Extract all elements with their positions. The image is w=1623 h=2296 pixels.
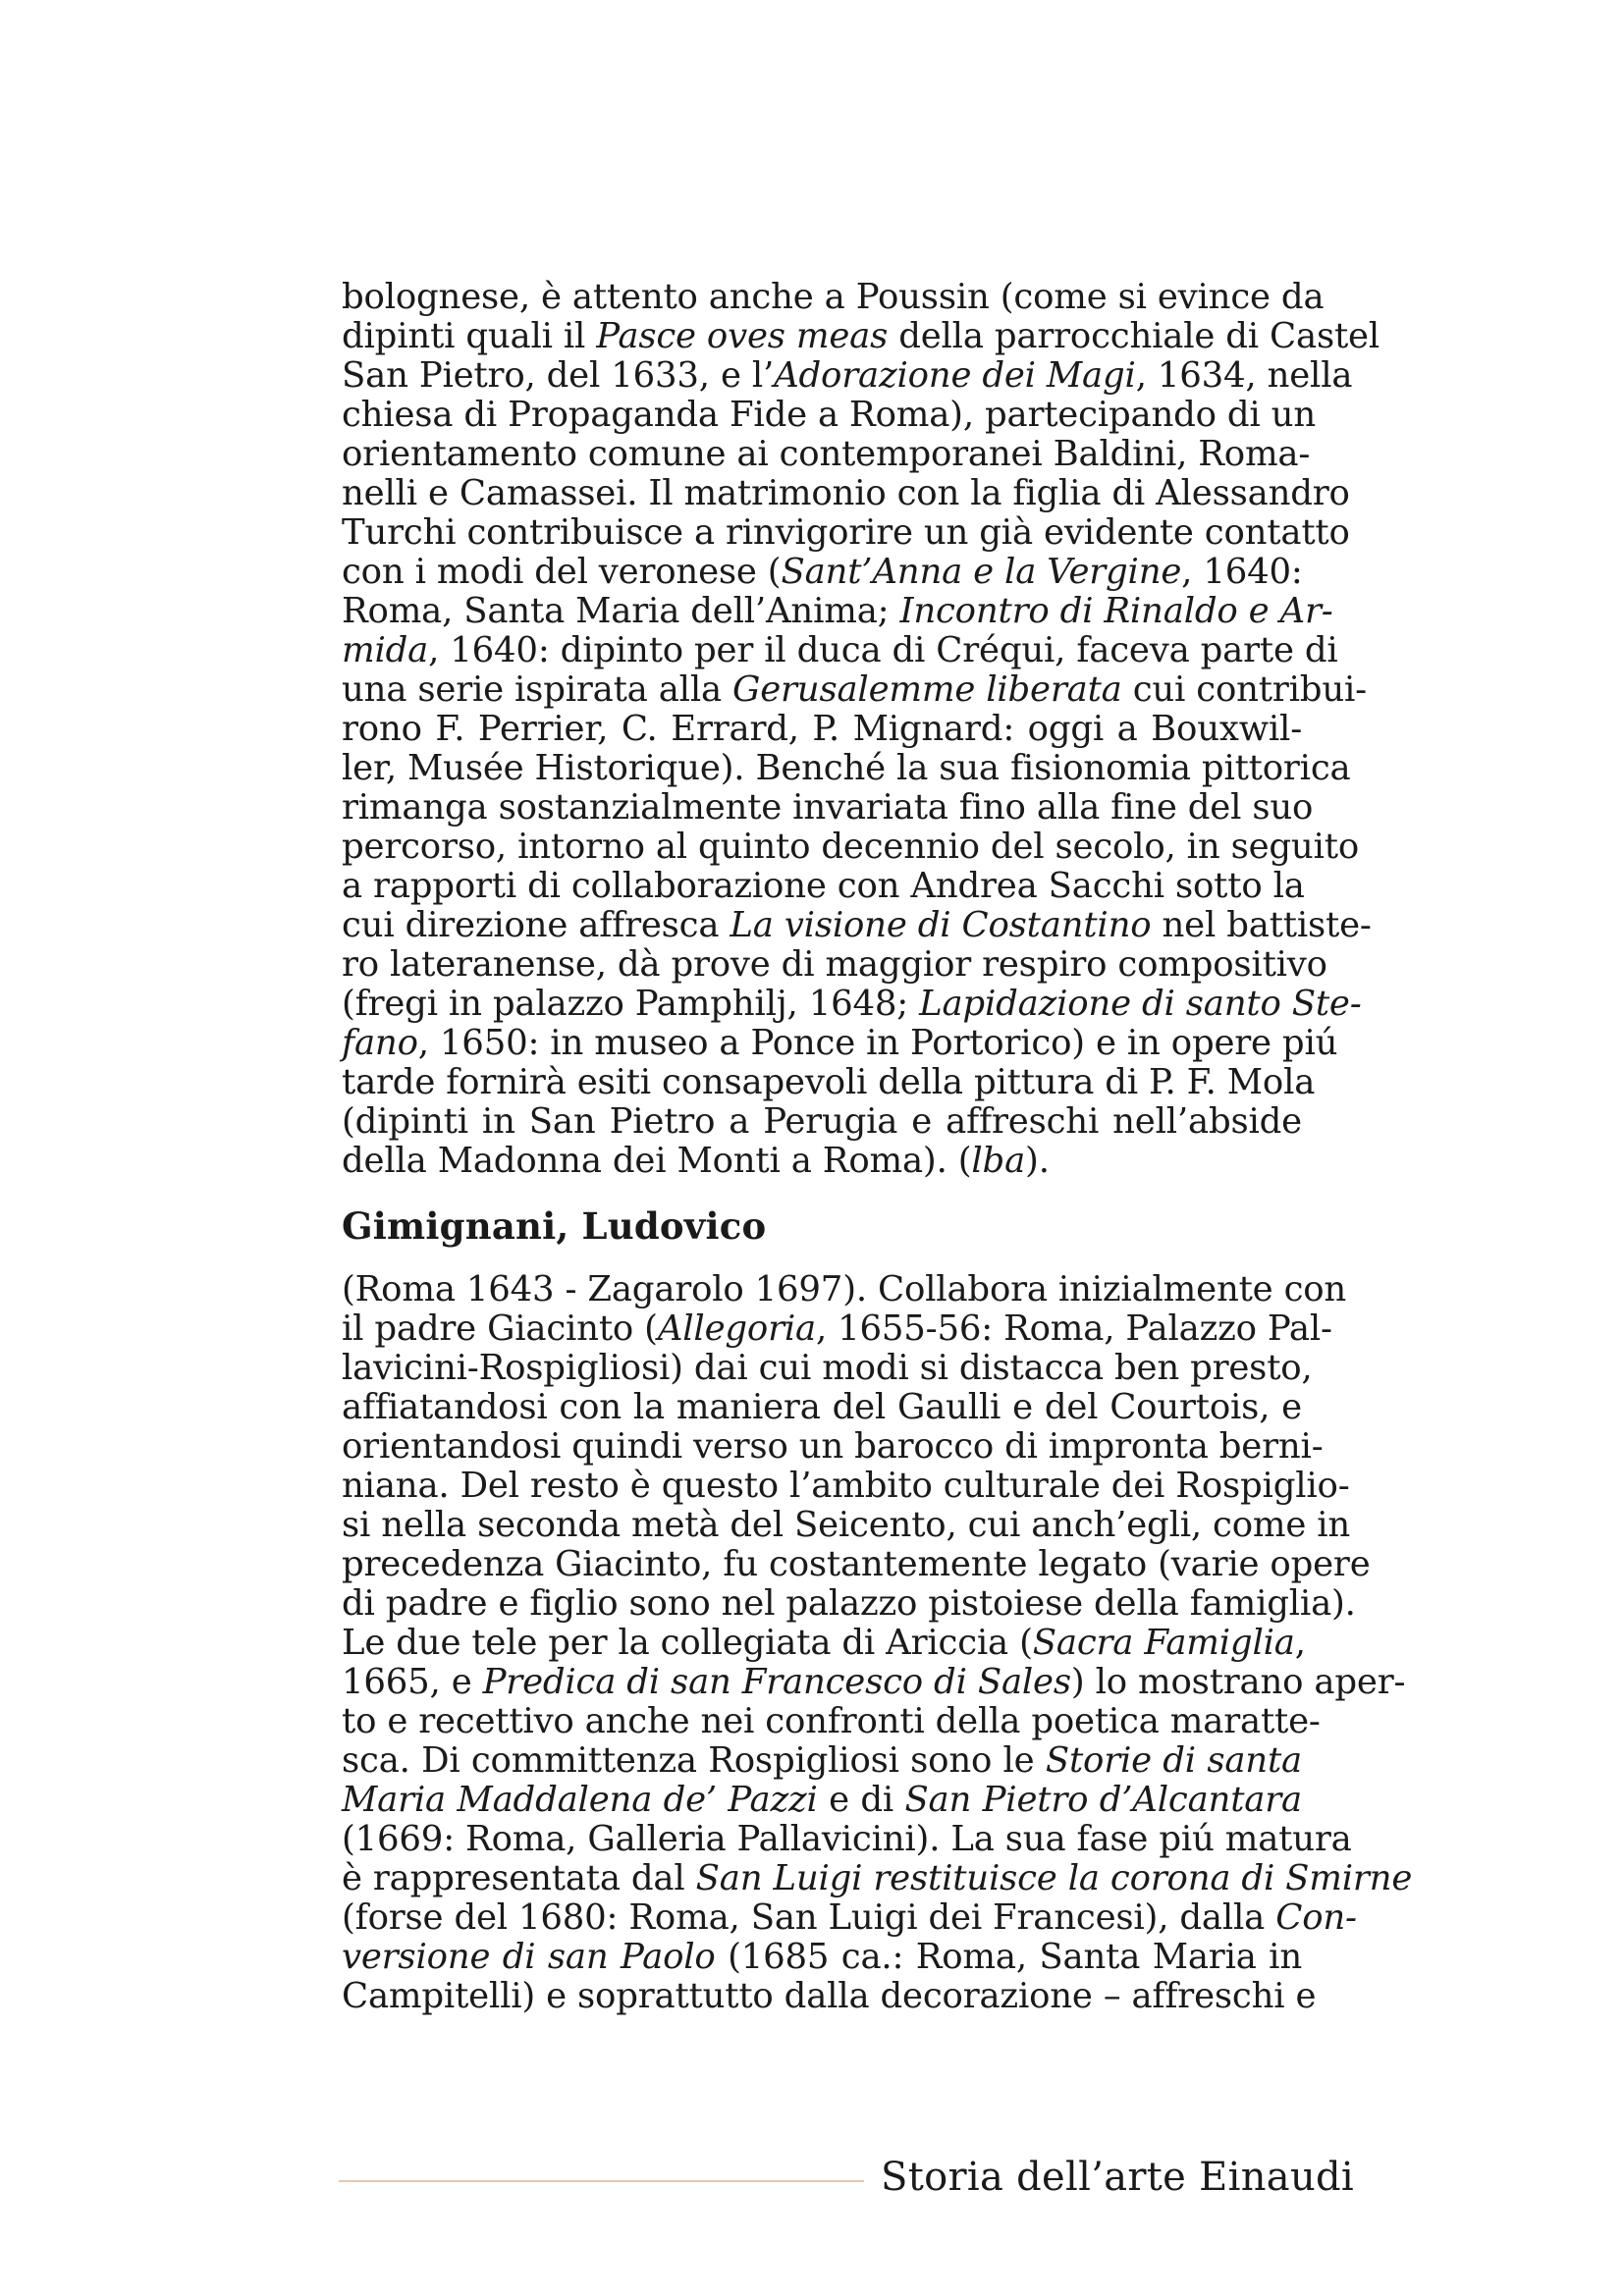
- italic-title: Maria Maddalena de’ Pazzi: [342, 1780, 818, 1820]
- italic-title: Predica di san Francesco di Sales: [482, 1662, 1071, 1702]
- text-line: [342, 1583, 1356, 1624]
- entry-gimignani-ludovico: [342, 1269, 1413, 2016]
- text-run: (Roma 1643 - Zagarolo 1697). Collabora inizialmente con: [342, 1269, 1347, 1309]
- text-line: [342, 827, 1359, 867]
- italic-title: Sacra Famiglia: [1032, 1623, 1295, 1663]
- text-run: cui contribui-: [1121, 669, 1367, 710]
- text-run: tarde fornirà esiti consapevoli della pittura di P. F. Mola: [342, 1062, 1316, 1102]
- text-line: [342, 473, 1350, 513]
- text-run: rimanga sostanzialmente invariata fino alla fine del suo: [342, 787, 1314, 828]
- text-line: [342, 1388, 1302, 1427]
- text-line: [342, 866, 1305, 906]
- italic-title: La visione di Costantino: [730, 905, 1152, 945]
- italic-title: mida: [342, 630, 429, 670]
- text-line: [342, 1426, 1324, 1467]
- entry-title: Gimignani, Ludovico: [342, 1204, 767, 1248]
- text-line: [342, 748, 1351, 788]
- text-run: percorso, intorno al quinto decennio del secolo, in seguito: [342, 827, 1359, 867]
- text-run: rono F. Perrier, C. Errard, P. Mignard: oggi a Bouxwil-: [342, 709, 1302, 749]
- text-line: [342, 512, 1350, 553]
- text-line: [342, 1466, 1350, 1506]
- entry-gimignani-giacinto-continued: [342, 277, 1380, 1181]
- text-run: (1669: Roma, Galleria Pallavicini). La sua fase piú matura: [342, 1819, 1352, 1859]
- text-line: [342, 1142, 1302, 1181]
- text-run: lavicini-Rospigliosi) dai cui modi si distacca ben presto,: [342, 1348, 1313, 1388]
- text-run: di padre e figlio sono nel palazzo pistoiese della famiglia).: [342, 1583, 1356, 1624]
- footer-publication-title: Storia dell’arte Einaudi: [881, 2155, 1355, 2200]
- text-run: il padre Giacinto (: [342, 1308, 658, 1349]
- text-run: dipinti quali il: [342, 316, 597, 356]
- text-line: [342, 1897, 1357, 1938]
- text-run: chiesa di Propaganda Fide a Roma), partecipando di un: [342, 395, 1316, 435]
- text-run: orientamento comune ai contemporanei Baldini, Roma-: [342, 434, 1311, 474]
- text-run: ler, Musée Historique). Benché la sua fisionomia pittorica: [342, 748, 1351, 788]
- text-line: [342, 316, 1380, 356]
- text-line: [342, 1062, 1316, 1102]
- text-run: sca. Di committenza Rospigliosi sono le: [342, 1740, 1046, 1781]
- text-run: Campitelli) e soprattutto dalla decorazione – affreschi e: [342, 1976, 1317, 2016]
- text-line: [342, 1348, 1313, 1388]
- italic-title: Adorazione dei Magi: [774, 355, 1136, 396]
- text-line: [342, 277, 1325, 317]
- text-line: [342, 591, 1333, 631]
- text-line: [342, 787, 1314, 828]
- italic-title: Gerusalemme liberata: [732, 669, 1122, 710]
- text-run: to e recettivo anche nei confronti della poetica maratte-: [342, 1701, 1321, 1741]
- text-line: [342, 1781, 1302, 1820]
- text-line: [342, 1505, 1351, 1545]
- text-run: nel battiste-: [1151, 905, 1372, 945]
- text-run: precedenza Giacinto, fu costantemente legato (varie opere: [342, 1544, 1371, 1584]
- text-run: a rapporti di collaborazione con Andrea Sacchi sotto la: [342, 866, 1305, 906]
- text-run: si nella seconda metà del Seicento, cui anch’egli, come in: [342, 1505, 1351, 1545]
- footer-rule: [339, 2180, 864, 2182]
- text-line: [342, 395, 1316, 435]
- text-run: niana. Del resto è questo l’ambito culturale dei Rospiglio-: [342, 1466, 1350, 1506]
- text-run: ).: [1025, 1141, 1050, 1181]
- text-line: [342, 355, 1353, 396]
- text-line: [342, 1023, 1338, 1063]
- text-line: [342, 944, 1327, 985]
- text-line: [342, 669, 1367, 710]
- text-line: [342, 1269, 1347, 1309]
- text-run: (1685 ca.: Roma, Santa Maria in: [715, 1937, 1302, 1977]
- text-run: (fregi in palazzo Pamphilj, 1648;: [342, 984, 920, 1024]
- text-line: [342, 1976, 1317, 2016]
- text-run: con i modi del veronese (: [342, 552, 782, 592]
- text-run: Le due tele per la collegiata di Ariccia (: [342, 1623, 1033, 1663]
- text-run: Roma, Santa Maria dell’Anima;: [342, 591, 900, 631]
- text-line: [342, 1819, 1352, 1859]
- text-line: [342, 1701, 1321, 1741]
- text-run: Turchi contribuisce a rinvigorire un già evidente contatto: [342, 512, 1350, 553]
- italic-title: Incontro di Rinaldo e Ar-: [899, 591, 1333, 631]
- text-line: [342, 434, 1311, 474]
- text-line: [342, 1858, 1413, 1898]
- italic-title: Allegoria: [657, 1308, 816, 1349]
- text-line: [342, 1662, 1406, 1702]
- text-line: [342, 1741, 1302, 1781]
- text-run: bolognese, è attento anche a Poussin (come si evince da: [342, 277, 1325, 317]
- italic-title: fano: [342, 1023, 418, 1063]
- italic-title: Sant’Anna e la Vergine: [781, 552, 1182, 592]
- text-run: orientandosi quindi verso un barocco di impronta berni-: [342, 1426, 1324, 1467]
- text-line: [342, 710, 1302, 749]
- text-run: una serie ispirata alla: [342, 669, 733, 710]
- italic-title: Con-: [1275, 1897, 1357, 1938]
- text-run: , 1640: dipinto per il duca di Créqui, faceva parte di: [428, 630, 1338, 670]
- italic-title: lba: [971, 1141, 1026, 1181]
- italic-title: San Pietro d’Alcantara: [904, 1780, 1302, 1820]
- text-run: , 1655-56: Roma, Palazzo Pal-: [815, 1308, 1332, 1349]
- text-run: cui direzione affresca: [342, 905, 730, 945]
- italic-title: Storie di santa: [1045, 1740, 1302, 1781]
- text-run: affiatandosi con la maniera del Gaulli e del Courtois, e: [342, 1387, 1302, 1427]
- text-run: ,: [1294, 1623, 1306, 1663]
- text-run: della parrocchiale di Castel: [888, 316, 1380, 356]
- text-run: , 1650: in museo a Ponce in Portorico) e in opere piú: [417, 1023, 1338, 1063]
- text-run: e di: [817, 1780, 905, 1820]
- text-run: ) lo mostrano aper-: [1070, 1662, 1406, 1702]
- text-run: nelli e Camassei. Il matrimonio con la figlia di Alessandro: [342, 473, 1350, 513]
- text-line: [342, 1308, 1332, 1349]
- italic-title: San Luigi restituisce la corona di Smirne: [695, 1858, 1413, 1898]
- text-line: [342, 630, 1338, 670]
- italic-title: Lapidazione di santo Ste-: [919, 984, 1362, 1024]
- text-line: [342, 1544, 1371, 1584]
- text-run: , 1634, nella: [1135, 355, 1353, 396]
- text-line: [342, 1938, 1302, 1977]
- text-run: 1665, e: [342, 1662, 483, 1702]
- text-run: , 1640:: [1181, 552, 1303, 592]
- italic-title: Pasce oves meas: [596, 316, 889, 356]
- text-run: (dipinti in San Pietro a Perugia e affreschi nell’abside: [342, 1101, 1302, 1142]
- text-run: San Pietro, del 1633, e l’: [342, 355, 775, 396]
- text-run: (forse del 1680: Roma, San Luigi dei Francesi), dalla: [342, 1897, 1276, 1938]
- text-line: [342, 1102, 1302, 1142]
- text-run: ro lateranense, dà prove di maggior respiro compositivo: [342, 944, 1327, 985]
- text-line: [342, 1623, 1306, 1663]
- text-line: [342, 984, 1362, 1024]
- italic-title: versione di san Paolo: [342, 1937, 716, 1977]
- text-line: [342, 905, 1372, 945]
- text-run: è rappresentata dal: [342, 1858, 696, 1898]
- text-line: [342, 553, 1302, 592]
- text-run: della Madonna dei Monti a Roma). (: [342, 1141, 972, 1181]
